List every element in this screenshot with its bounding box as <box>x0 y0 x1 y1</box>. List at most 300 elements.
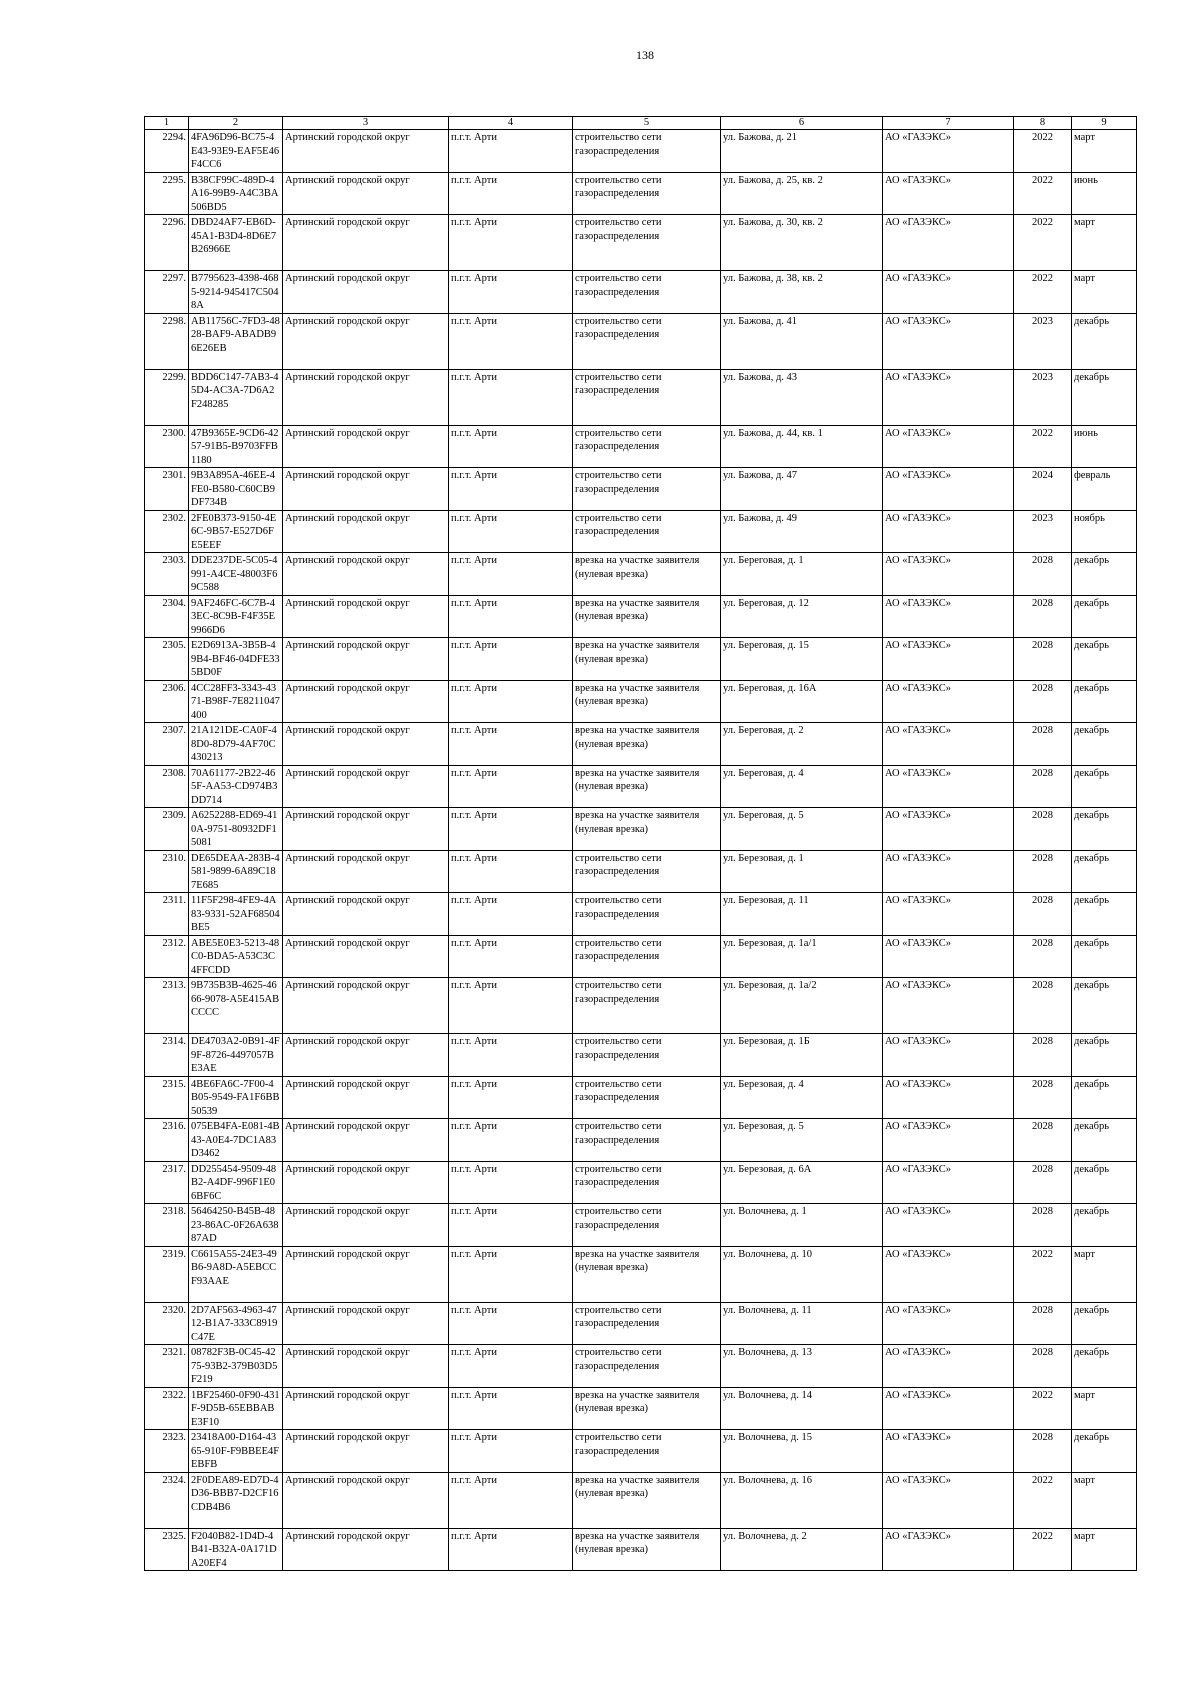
table-row <box>145 1204 1137 1247</box>
month-cell: декабрь <box>1072 553 1137 596</box>
object-id: DD255454-9509-48B2-A4DF-996F1E06BF6C <box>189 1161 283 1204</box>
district-cell: Артинский городской округ <box>283 425 449 468</box>
object-id: 21A121DE-CA0F-48D0-8D79-4AF70C430213 <box>189 723 283 766</box>
settlement-cell: п.г.т. Арти <box>449 130 573 173</box>
month-cell: декабрь <box>1072 638 1137 681</box>
month-cell: март <box>1072 1472 1137 1528</box>
work-type-cell: врезка на участке заявителя (нулевая врезка) <box>573 1472 721 1528</box>
row-number: 2303. <box>145 553 189 596</box>
address-cell: ул. Волочнева, д. 13 <box>721 1345 883 1388</box>
object-id: 4FA96D96-BC75-4E43-93E9-EAF5E46F4CC6 <box>189 130 283 173</box>
row-number: 2296. <box>145 215 189 271</box>
column-header: 3 <box>283 117 449 130</box>
district-cell: Артинский городской округ <box>283 765 449 808</box>
table-row <box>145 638 1137 681</box>
settlement-cell: п.г.т. Арти <box>449 1119 573 1162</box>
object-id: A6252288-ED69-410A-9751-80932DF15081 <box>189 808 283 851</box>
object-id: B38CF99C-489D-4A16-99B9-A4C3BA506BD5 <box>189 172 283 215</box>
year-cell: 2028 <box>1014 638 1072 681</box>
row-number: 2312. <box>145 935 189 978</box>
organization-cell: АО «ГАЗЭКС» <box>883 1246 1014 1302</box>
year-cell: 2028 <box>1014 1345 1072 1388</box>
district-cell: Артинский городской округ <box>283 935 449 978</box>
year-cell: 2028 <box>1014 1076 1072 1119</box>
organization-cell: АО «ГАЗЭКС» <box>883 1528 1014 1571</box>
month-cell: март <box>1072 271 1137 314</box>
object-id: 1BF25460-0F90-431F-9D5B-65EBBABE3F10 <box>189 1387 283 1430</box>
work-type-cell: врезка на участке заявителя (нулевая врезка) <box>573 808 721 851</box>
row-number: 2294. <box>145 130 189 173</box>
table-row <box>145 172 1137 215</box>
address-cell: ул. Березовая, д. 6А <box>721 1161 883 1204</box>
object-id: F2040B82-1D4D-4B41-B32A-0A171DA20EF4 <box>189 1528 283 1571</box>
row-number: 2316. <box>145 1119 189 1162</box>
settlement-cell: п.г.т. Арти <box>449 595 573 638</box>
address-cell: ул. Бажова, д. 25, кв. 2 <box>721 172 883 215</box>
year-cell: 2028 <box>1014 1302 1072 1345</box>
district-cell: Артинский городской округ <box>283 1246 449 1302</box>
year-cell: 2028 <box>1014 1430 1072 1473</box>
table-row <box>145 765 1137 808</box>
district-cell: Артинский городской округ <box>283 680 449 723</box>
row-number: 2314. <box>145 1034 189 1077</box>
settlement-cell: п.г.т. Арти <box>449 1246 573 1302</box>
month-cell: декабрь <box>1072 680 1137 723</box>
month-cell: декабрь <box>1072 1345 1137 1388</box>
settlement-cell: п.г.т. Арти <box>449 1034 573 1077</box>
address-cell: ул. Березовая, д. 11 <box>721 893 883 936</box>
month-cell: декабрь <box>1072 1430 1137 1473</box>
object-id: DE4703A2-0B91-4F9F-8726-4497057BE3AE <box>189 1034 283 1077</box>
table-row <box>145 723 1137 766</box>
column-header: 4 <box>449 117 573 130</box>
table-row <box>145 271 1137 314</box>
address-cell: ул. Волочнева, д. 10 <box>721 1246 883 1302</box>
row-number: 2305. <box>145 638 189 681</box>
column-header: 7 <box>883 117 1014 130</box>
month-cell: ноябрь <box>1072 510 1137 553</box>
organization-cell: АО «ГАЗЭКС» <box>883 425 1014 468</box>
organization-cell: АО «ГАЗЭКС» <box>883 595 1014 638</box>
table-row <box>145 935 1137 978</box>
work-type-cell: строительство сети газораспределения <box>573 1034 721 1077</box>
year-cell: 2022 <box>1014 1472 1072 1528</box>
settlement-cell: п.г.т. Арти <box>449 215 573 271</box>
row-number: 2297. <box>145 271 189 314</box>
address-cell: ул. Бажова, д. 21 <box>721 130 883 173</box>
row-number: 2299. <box>145 369 189 425</box>
year-cell: 2022 <box>1014 425 1072 468</box>
settlement-cell: п.г.т. Арти <box>449 893 573 936</box>
address-cell: ул. Березовая, д. 1Б <box>721 1034 883 1077</box>
address-cell: ул. Бажова, д. 41 <box>721 313 883 369</box>
row-number: 2322. <box>145 1387 189 1430</box>
month-cell: декабрь <box>1072 935 1137 978</box>
table-row <box>145 1076 1137 1119</box>
year-cell: 2028 <box>1014 553 1072 596</box>
district-cell: Артинский городской округ <box>283 1472 449 1528</box>
month-cell: декабрь <box>1072 1302 1137 1345</box>
month-cell: декабрь <box>1072 1161 1137 1204</box>
month-cell: декабрь <box>1072 808 1137 851</box>
settlement-cell: п.г.т. Арти <box>449 638 573 681</box>
work-type-cell: строительство сети газораспределения <box>573 1204 721 1247</box>
work-type-cell: врезка на участке заявителя (нулевая врезка) <box>573 595 721 638</box>
organization-cell: АО «ГАЗЭКС» <box>883 1119 1014 1162</box>
year-cell: 2028 <box>1014 1119 1072 1162</box>
district-cell: Артинский городской округ <box>283 1430 449 1473</box>
table-row <box>145 1246 1137 1302</box>
address-cell: ул. Волочнева, д. 11 <box>721 1302 883 1345</box>
column-header: 1 <box>145 117 189 130</box>
table-row <box>145 893 1137 936</box>
year-cell: 2022 <box>1014 172 1072 215</box>
organization-cell: АО «ГАЗЭКС» <box>883 723 1014 766</box>
year-cell: 2022 <box>1014 130 1072 173</box>
month-cell: март <box>1072 130 1137 173</box>
year-cell: 2028 <box>1014 1161 1072 1204</box>
row-number: 2318. <box>145 1204 189 1247</box>
row-number: 2302. <box>145 510 189 553</box>
row-number: 2323. <box>145 1430 189 1473</box>
address-cell: ул. Береговая, д. 1 <box>721 553 883 596</box>
year-cell: 2022 <box>1014 271 1072 314</box>
work-type-cell: строительство сети газораспределения <box>573 1161 721 1204</box>
table-row <box>145 1345 1137 1388</box>
settlement-cell: п.г.т. Арти <box>449 1161 573 1204</box>
year-cell: 2022 <box>1014 1528 1072 1571</box>
object-id: 70A61177-2B22-465F-AA53-CD974B3DD714 <box>189 765 283 808</box>
year-cell: 2028 <box>1014 1034 1072 1077</box>
table-row <box>145 130 1137 173</box>
address-cell: ул. Береговая, д. 2 <box>721 723 883 766</box>
row-number: 2320. <box>145 1302 189 1345</box>
organization-cell: АО «ГАЗЭКС» <box>883 1204 1014 1247</box>
settlement-cell: п.г.т. Арти <box>449 935 573 978</box>
organization-cell: АО «ГАЗЭКС» <box>883 1345 1014 1388</box>
address-cell: ул. Береговая, д. 12 <box>721 595 883 638</box>
table-row <box>145 595 1137 638</box>
table-row <box>145 1430 1137 1473</box>
table-row <box>145 1119 1137 1162</box>
object-id: DDE237DE-5C05-4991-A4CE-48003F69C588 <box>189 553 283 596</box>
month-cell: декабрь <box>1072 313 1137 369</box>
work-type-cell: врезка на участке заявителя (нулевая врезка) <box>573 1246 721 1302</box>
object-id: ABE5E0E3-5213-48C0-BDA5-A53C3C4FFCDD <box>189 935 283 978</box>
work-type-cell: врезка на участке заявителя (нулевая врезка) <box>573 765 721 808</box>
settlement-cell: п.г.т. Арти <box>449 313 573 369</box>
district-cell: Артинский городской округ <box>283 638 449 681</box>
month-cell: февраль <box>1072 468 1137 511</box>
organization-cell: АО «ГАЗЭКС» <box>883 638 1014 681</box>
settlement-cell: п.г.т. Арти <box>449 850 573 893</box>
organization-cell: АО «ГАЗЭКС» <box>883 1302 1014 1345</box>
district-cell: Артинский городской округ <box>283 1302 449 1345</box>
organization-cell: АО «ГАЗЭКС» <box>883 271 1014 314</box>
year-cell: 2023 <box>1014 313 1072 369</box>
organization-cell: АО «ГАЗЭКС» <box>883 893 1014 936</box>
organization-cell: АО «ГАЗЭКС» <box>883 468 1014 511</box>
month-cell: июнь <box>1072 425 1137 468</box>
organization-cell: АО «ГАЗЭКС» <box>883 1387 1014 1430</box>
work-type-cell: строительство сети газораспределения <box>573 510 721 553</box>
table-row <box>145 425 1137 468</box>
organization-cell: АО «ГАЗЭКС» <box>883 1161 1014 1204</box>
object-id: 4BE6FA6C-7F00-4B05-9549-FA1F6BB50539 <box>189 1076 283 1119</box>
object-id: 9B735B3B-4625-4666-9078-A5E415ABCCCC <box>189 978 283 1034</box>
address-cell: ул. Бажова, д. 49 <box>721 510 883 553</box>
work-type-cell: врезка на участке заявителя (нулевая врезка) <box>573 1528 721 1571</box>
work-type-cell: строительство сети газораспределения <box>573 850 721 893</box>
work-type-cell: строительство сети газораспределения <box>573 425 721 468</box>
district-cell: Артинский городской округ <box>283 1387 449 1430</box>
work-type-cell: врезка на участке заявителя (нулевая врезка) <box>573 723 721 766</box>
month-cell: март <box>1072 215 1137 271</box>
year-cell: 2028 <box>1014 765 1072 808</box>
district-cell: Артинский городской округ <box>283 510 449 553</box>
address-cell: ул. Волочнева, д. 15 <box>721 1430 883 1473</box>
district-cell: Артинский городской округ <box>283 595 449 638</box>
page-number: 138 <box>636 48 654 62</box>
month-cell: декабрь <box>1072 1204 1137 1247</box>
row-number: 2307. <box>145 723 189 766</box>
object-id: E2D6913A-3B5B-49B4-BF46-04DFE335BD0F <box>189 638 283 681</box>
address-cell: ул. Береговая, д. 15 <box>721 638 883 681</box>
district-cell: Артинский городской округ <box>283 215 449 271</box>
row-number: 2295. <box>145 172 189 215</box>
table-row <box>145 313 1137 369</box>
table-row <box>145 1472 1137 1528</box>
organization-cell: АО «ГАЗЭКС» <box>883 313 1014 369</box>
object-id: 2F0DEA89-ED7D-4D36-BBB7-D2CF16CDB4B6 <box>189 1472 283 1528</box>
year-cell: 2028 <box>1014 808 1072 851</box>
column-header: 5 <box>573 117 721 130</box>
organization-cell: АО «ГАЗЭКС» <box>883 369 1014 425</box>
address-cell: ул. Березовая, д. 1а/1 <box>721 935 883 978</box>
month-cell: март <box>1072 1246 1137 1302</box>
table-row <box>145 553 1137 596</box>
month-cell: декабрь <box>1072 1034 1137 1077</box>
row-number: 2324. <box>145 1472 189 1528</box>
object-id: 2D7AF563-4963-4712-B1A7-333C8919C47E <box>189 1302 283 1345</box>
column-header: 8 <box>1014 117 1072 130</box>
organization-cell: АО «ГАЗЭКС» <box>883 850 1014 893</box>
settlement-cell: п.г.т. Арти <box>449 1430 573 1473</box>
settlement-cell: п.г.т. Арти <box>449 1528 573 1571</box>
object-id: 23418A00-D164-4365-910F-F9BBEE4FEBFB <box>189 1430 283 1473</box>
row-number: 2304. <box>145 595 189 638</box>
month-cell: декабрь <box>1072 893 1137 936</box>
year-cell: 2028 <box>1014 1204 1072 1247</box>
work-type-cell: строительство сети газораспределения <box>573 313 721 369</box>
month-cell: декабрь <box>1072 765 1137 808</box>
table-row <box>145 1302 1137 1345</box>
work-type-cell: врезка на участке заявителя (нулевая врезка) <box>573 1387 721 1430</box>
table-row <box>145 1161 1137 1204</box>
district-cell: Артинский городской округ <box>283 1161 449 1204</box>
year-cell: 2028 <box>1014 935 1072 978</box>
address-cell: ул. Волочнева, д. 16 <box>721 1472 883 1528</box>
settlement-cell: п.г.т. Арти <box>449 468 573 511</box>
table-row <box>145 850 1137 893</box>
work-type-cell: строительство сети газораспределения <box>573 130 721 173</box>
table-row <box>145 510 1137 553</box>
work-type-cell: строительство сети газораспределения <box>573 935 721 978</box>
address-cell: ул. Береговая, д. 4 <box>721 765 883 808</box>
organization-cell: АО «ГАЗЭКС» <box>883 130 1014 173</box>
district-cell: Артинский городской округ <box>283 1119 449 1162</box>
work-type-cell: строительство сети газораспределения <box>573 215 721 271</box>
object-id: C6615A55-24E3-49B6-9A8D-A5EBCCF93AAE <box>189 1246 283 1302</box>
settlement-cell: п.г.т. Арти <box>449 369 573 425</box>
table-row <box>145 1387 1137 1430</box>
year-cell: 2022 <box>1014 1387 1072 1430</box>
object-id: 2FE0B373-9150-4E6C-9B57-E527D6FE5EEF <box>189 510 283 553</box>
settlement-cell: п.г.т. Арти <box>449 723 573 766</box>
object-id: BDD6C147-7AB3-45D4-AC3A-7D6A2F248285 <box>189 369 283 425</box>
district-cell: Артинский городской округ <box>283 850 449 893</box>
district-cell: Артинский городской округ <box>283 1345 449 1388</box>
work-type-cell: строительство сети газораспределения <box>573 1345 721 1388</box>
district-cell: Артинский городской округ <box>283 1076 449 1119</box>
organization-cell: АО «ГАЗЭКС» <box>883 978 1014 1034</box>
month-cell: декабрь <box>1072 723 1137 766</box>
district-cell: Артинский городской округ <box>283 130 449 173</box>
column-header: 9 <box>1072 117 1137 130</box>
registry-table <box>144 116 1137 1571</box>
settlement-cell: п.г.т. Арти <box>449 765 573 808</box>
work-type-cell: врезка на участке заявителя (нулевая врезка) <box>573 680 721 723</box>
object-id: 9B3A895A-46EE-4FE0-B580-C60CB9DF734B <box>189 468 283 511</box>
object-id: 11F5F298-4FE9-4A83-9331-52AF68504BE5 <box>189 893 283 936</box>
object-id: 47B9365E-9CD6-4257-91B5-B9703FFB1180 <box>189 425 283 468</box>
address-cell: ул. Волочнева, д. 1 <box>721 1204 883 1247</box>
table-row <box>145 369 1137 425</box>
work-type-cell: строительство сети газораспределения <box>573 172 721 215</box>
address-cell: ул. Бажова, д. 30, кв. 2 <box>721 215 883 271</box>
settlement-cell: п.г.т. Арти <box>449 978 573 1034</box>
settlement-cell: п.г.т. Арти <box>449 808 573 851</box>
object-id: 075EB4FA-E081-4B43-A0E4-7DC1A83D3462 <box>189 1119 283 1162</box>
address-cell: ул. Березовая, д. 1 <box>721 850 883 893</box>
month-cell: март <box>1072 1387 1137 1430</box>
work-type-cell: строительство сети газораспределения <box>573 1076 721 1119</box>
row-number: 2317. <box>145 1161 189 1204</box>
year-cell: 2023 <box>1014 510 1072 553</box>
row-number: 2308. <box>145 765 189 808</box>
year-cell: 2022 <box>1014 1246 1072 1302</box>
settlement-cell: п.г.т. Арти <box>449 172 573 215</box>
district-cell: Артинский городской округ <box>283 723 449 766</box>
month-cell: декабрь <box>1072 595 1137 638</box>
month-cell: декабрь <box>1072 850 1137 893</box>
work-type-cell: строительство сети газораспределения <box>573 1302 721 1345</box>
settlement-cell: п.г.т. Арти <box>449 1472 573 1528</box>
organization-cell: АО «ГАЗЭКС» <box>883 765 1014 808</box>
work-type-cell: строительство сети газораспределения <box>573 978 721 1034</box>
object-id: AB11756C-7FD3-4828-BAF9-ABADB96E26EB <box>189 313 283 369</box>
row-number: 2315. <box>145 1076 189 1119</box>
settlement-cell: п.г.т. Арти <box>449 425 573 468</box>
object-id: DBD24AF7-EB6D-45A1-B3D4-8D6E7B26966E <box>189 215 283 271</box>
settlement-cell: п.г.т. Арти <box>449 553 573 596</box>
district-cell: Артинский городской округ <box>283 271 449 314</box>
work-type-cell: врезка на участке заявителя (нулевая врезка) <box>573 553 721 596</box>
year-cell: 2023 <box>1014 369 1072 425</box>
table-row <box>145 1528 1137 1571</box>
district-cell: Артинский городской округ <box>283 369 449 425</box>
settlement-cell: п.г.т. Арти <box>449 1345 573 1388</box>
district-cell: Артинский городской округ <box>283 978 449 1034</box>
table-row <box>145 680 1137 723</box>
object-id: DE65DEAA-283B-4581-9899-6A89C187E685 <box>189 850 283 893</box>
address-cell: ул. Волочнева, д. 14 <box>721 1387 883 1430</box>
month-cell: июнь <box>1072 172 1137 215</box>
month-cell: март <box>1072 1528 1137 1571</box>
work-type-cell: строительство сети газораспределения <box>573 271 721 314</box>
year-cell: 2028 <box>1014 978 1072 1034</box>
address-cell: ул. Береговая, д. 16А <box>721 680 883 723</box>
address-cell: ул. Бажова, д. 47 <box>721 468 883 511</box>
settlement-cell: п.г.т. Арти <box>449 680 573 723</box>
district-cell: Артинский городской округ <box>283 172 449 215</box>
table-row <box>145 215 1137 271</box>
row-number: 2309. <box>145 808 189 851</box>
year-cell: 2028 <box>1014 723 1072 766</box>
district-cell: Артинский городской округ <box>283 313 449 369</box>
settlement-cell: п.г.т. Арти <box>449 1076 573 1119</box>
object-id: 9AF246FC-6C7B-43EC-8C9B-F4F35E9966D6 <box>189 595 283 638</box>
row-number: 2306. <box>145 680 189 723</box>
address-cell: ул. Березовая, д. 5 <box>721 1119 883 1162</box>
work-type-cell: врезка на участке заявителя (нулевая врезка) <box>573 638 721 681</box>
district-cell: Артинский городской округ <box>283 1034 449 1077</box>
settlement-cell: п.г.т. Арти <box>449 1387 573 1430</box>
work-type-cell: строительство сети газораспределения <box>573 369 721 425</box>
settlement-cell: п.г.т. Арти <box>449 1302 573 1345</box>
organization-cell: АО «ГАЗЭКС» <box>883 1034 1014 1077</box>
year-cell: 2024 <box>1014 468 1072 511</box>
work-type-cell: строительство сети газораспределения <box>573 468 721 511</box>
row-number: 2319. <box>145 1246 189 1302</box>
settlement-cell: п.г.т. Арти <box>449 510 573 553</box>
row-number: 2298. <box>145 313 189 369</box>
address-cell: ул. Березовая, д. 1а/2 <box>721 978 883 1034</box>
column-header: 2 <box>189 117 283 130</box>
district-cell: Артинский городской округ <box>283 468 449 511</box>
row-number: 2311. <box>145 893 189 936</box>
object-id: 08782F3B-0C45-4275-93B2-379B03D5F219 <box>189 1345 283 1388</box>
row-number: 2313. <box>145 978 189 1034</box>
year-cell: 2028 <box>1014 680 1072 723</box>
organization-cell: АО «ГАЗЭКС» <box>883 1472 1014 1528</box>
organization-cell: АО «ГАЗЭКС» <box>883 553 1014 596</box>
row-number: 2310. <box>145 850 189 893</box>
year-cell: 2022 <box>1014 215 1072 271</box>
month-cell: декабрь <box>1072 978 1137 1034</box>
organization-cell: АО «ГАЗЭКС» <box>883 1430 1014 1473</box>
district-cell: Артинский городской округ <box>283 553 449 596</box>
row-number: 2300. <box>145 425 189 468</box>
table-row <box>145 808 1137 851</box>
year-cell: 2028 <box>1014 595 1072 638</box>
month-cell: декабрь <box>1072 1119 1137 1162</box>
settlement-cell: п.г.т. Арти <box>449 1204 573 1247</box>
organization-cell: АО «ГАЗЭКС» <box>883 172 1014 215</box>
year-cell: 2028 <box>1014 850 1072 893</box>
column-header: 6 <box>721 117 883 130</box>
organization-cell: АО «ГАЗЭКС» <box>883 680 1014 723</box>
